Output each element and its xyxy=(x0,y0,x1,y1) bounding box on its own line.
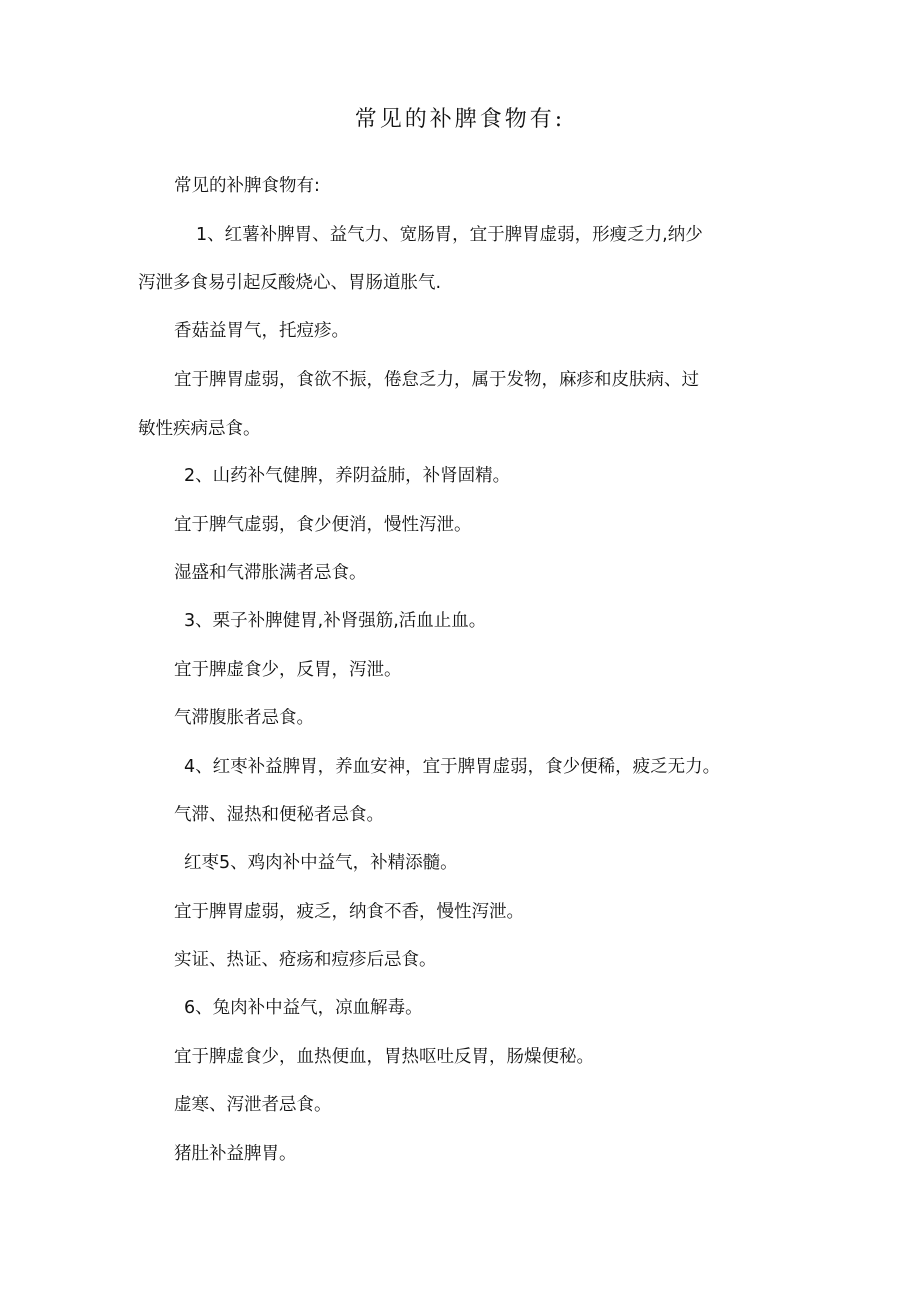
text-line-10: 3、栗子补脾健胃,补肾强筋,活血止血。 xyxy=(184,611,487,631)
text-line-1: 常见的补脾食物有: xyxy=(174,176,320,196)
text-line-21: 猪肚补益脾胃。 xyxy=(174,1144,297,1164)
text-line-7: 2、山药补气健脾，养阴益肺，补肾固精。 xyxy=(184,466,511,486)
text-line-20: 虚寒、泻泄者忌食。 xyxy=(174,1095,332,1115)
text-line-19: 宜于脾虚食少，血热便血，胃热呕吐反胃，肠燥便秘。 xyxy=(174,1047,594,1067)
text-line-14: 气滞、湿热和便秘者忌食。 xyxy=(174,805,384,825)
text-line-18: 6、兔肉补中益气，凉血解毒。 xyxy=(184,998,423,1018)
text-line-17: 实证、热证、疮疡和痘疹后忌食。 xyxy=(174,950,437,970)
text-line-2: 1、红薯补脾胃、益气力、宽肠胃，宜于脾胃虚弱，形瘦乏力,纳少 xyxy=(196,225,703,245)
text-line-16: 宜于脾胃虚弱，疲乏，纳食不香，慢性泻泄。 xyxy=(174,902,524,922)
text-line-4: 香菇益胃气，托痘疹。 xyxy=(174,321,349,341)
text-line-6: 敏性疾病忌食。 xyxy=(138,419,261,439)
text-line-9: 湿盛和气滞胀满者忌食。 xyxy=(174,563,367,583)
text-line-8: 宜于脾气虚弱，食少便消，慢性泻泄。 xyxy=(174,515,472,535)
text-line-13: 4、红枣补益脾胃，养血安神，宜于脾胃虚弱，食少便稀，疲乏无力。 xyxy=(184,757,721,777)
text-line-11: 宜于脾虚食少，反胃，泻泄。 xyxy=(174,660,402,680)
text-line-3: 泻泄多食易引起反酸烧心、胃肠道胀气. xyxy=(138,273,442,293)
text-line-5: 宜于脾胃虚弱，食欲不振，倦怠乏力，属于发物，麻疹和皮肤病、过 xyxy=(174,370,699,390)
text-line-15: 红枣5、鸡肉补中益气，补精添髓。 xyxy=(184,853,458,873)
document-title: 常见的补脾食物有: xyxy=(354,107,566,132)
text-line-12: 气滞腹胀者忌食。 xyxy=(174,708,314,728)
